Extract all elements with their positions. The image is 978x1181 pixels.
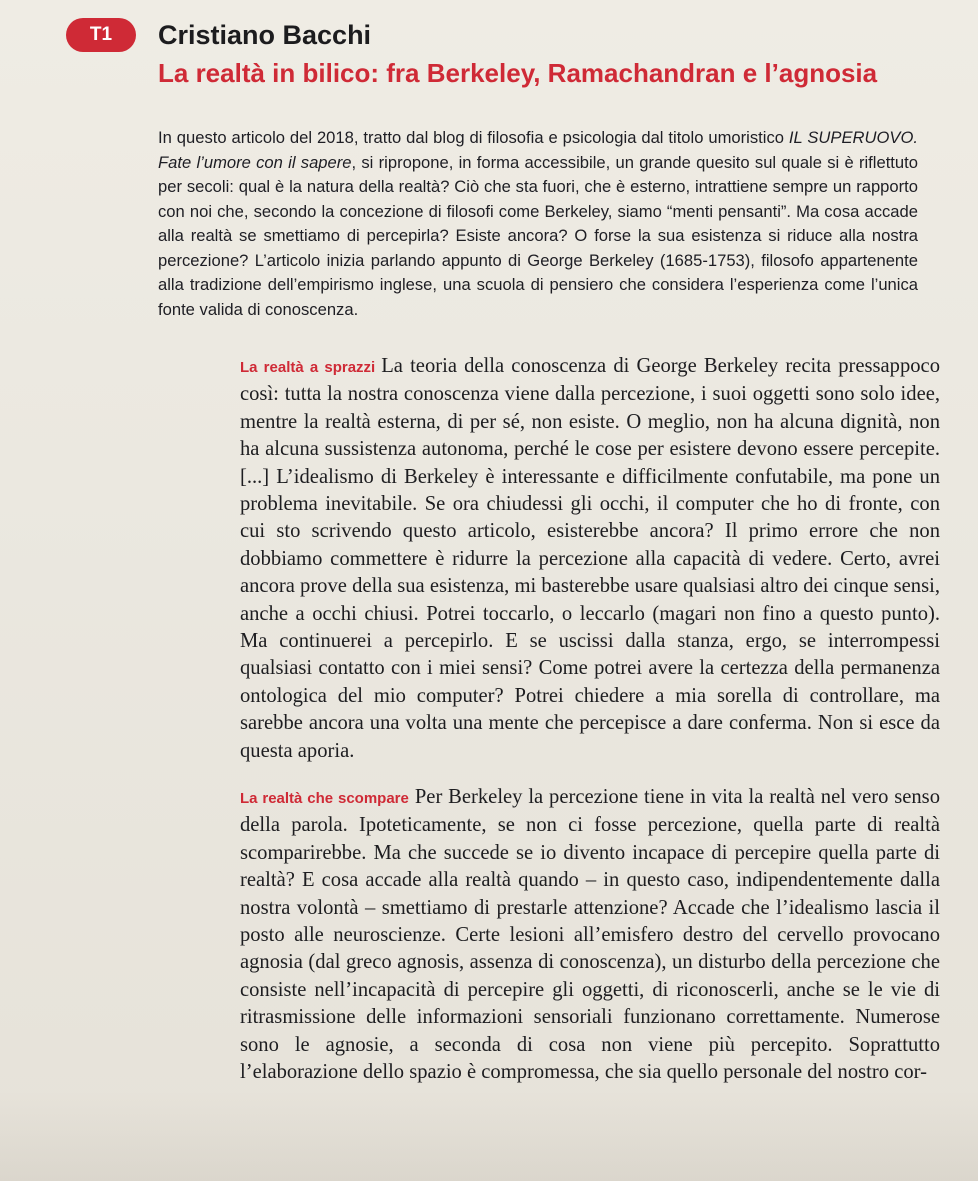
text-number-badge: T1: [66, 18, 136, 52]
section-reality-in-bursts: [240, 353, 940, 765]
blog-name: IL SUPERUOVO. Fate l’umore con il sapere: [158, 128, 918, 172]
sidehead-reality-in-bursts: La realtà a sprazzi: [240, 359, 376, 376]
sidehead-disappearing-reality: La realtà che scompare: [240, 790, 409, 807]
section-text: Per Berkeley la percezione tiene in vita la realtà nel vero senso della parola. Ipoteticamente, se non ci fosse percezione, quella parte di realtà scomparirebbe. Ma che succede se io divento incapace di percepire quella parte di realtà? E cosa accade alla realtà quando – in questo caso, indipendentemente dalla nostra volontà – smettiamo di prestarle attenzione? Accade che l’idealismo lascia il posto alle neuroscienze. Certe lesioni all’emisfero destro del cervello provocano agnosia (dal greco agnosis, assenza di conoscenza), un disturbo della percezione che consiste nell’incapacità di percepire gli oggetti, di riconoscerli, anche se le vie di ritrasmissione delle informazioni sensoriali funzionano correttamente. Numerose sono le agnosie, a seconda di cosa non viene più percepito. Soprattutto l’elaborazione dello spazio è compromessa, che sia quello personale del nostro cor-: [240, 786, 940, 1084]
page-shadow: [0, 1091, 978, 1181]
intro-paragraph: [158, 126, 918, 322]
author-name: Cristiano Bacchi: [158, 20, 372, 50]
intro-text-part1: In questo articolo del 2018, tratto dal blog di filosofia e psicologia dal titolo umoristico: [158, 128, 789, 147]
section-text: La teoria della conoscenza di George Berkeley recita pressappoco così: tutta la nostra conoscenza viene dalla percezione, i suoi oggetti sono solo idee, mentre la realtà esterna, di per sé, non esiste. O meglio, non ha alcuna dignità, non ha alcuna sussistenza autonoma, perché le cose per esistere devono essere percepite. [...] L’idealismo di Berkeley è interessante e difficilmente confutabile, ma pone un problema inevitabile. Se ora chiudessi gli occhi, il computer che ho di fronte, con cui sto scrivendo questo articolo, esisterebbe ancora? Il primo errore che non dobbiamo commettere è ridurre la percezione alla capacità di vedere. Certo, avrei ancora prove della sua esistenza, mi basterebbe usare qualsiasi altro dei cinque sensi, anche a occhi chiusi. Potrei toccarlo, o leccarlo (magari non fino a questo punto). Ma continuerei a percepirlo. E se uscissi dalla stanza, ergo, se interrompessi qualsiasi contatto con i miei sensi? Come potrei avere la certezza della permanenza ontologica del mio computer? Potrei chiedere a mia sorella di controllare, ma sarebbe ancora una volta una mente che percepisce a dare conferma. Non si esce da questa aporia.: [240, 355, 940, 762]
article-title: La realtà in bilico: fra Berkeley, Ramachandran e l’agnosia: [158, 58, 878, 88]
section-disappearing-reality: [240, 784, 940, 1086]
intro-text-part2: , si ripropone, in forma accessibile, un grande quesito sul quale si è riflettuto per secoli: qual è la natura della realtà? Ciò che sta fuori, che è esterno, intrattiene sempre un rapporto con noi che, secondo la concezione di filosofi come Berkeley, siamo “menti pensanti”. Ma cosa accade alla realtà se smettiamo di percepirla? Esiste ancora? O forse la sua esistenza si riduce alla nostra percezione? L’articolo inizia parlando appunto di George Berkeley (1685-1753), filosofo appartenente alla tradizione dell’empirismo inglese, una scuola di pensiero che considera l’esperienza come l’unica fonte valida di conoscenza.: [158, 152, 918, 319]
